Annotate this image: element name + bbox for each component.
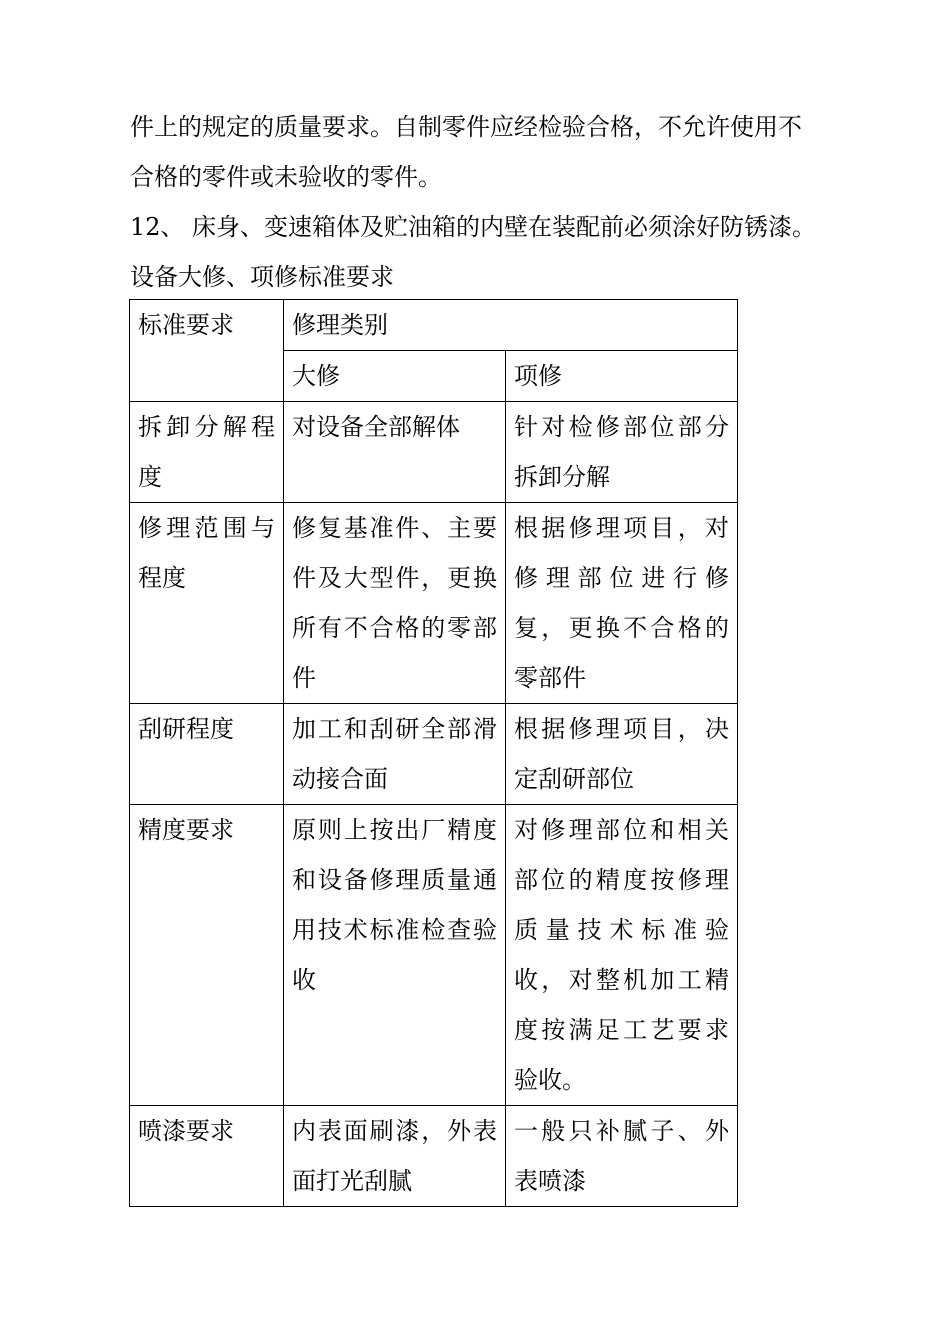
cell-major-text: 内表面刷漆，外表面打光刮腻	[292, 1117, 497, 1195]
item-number: 12、	[130, 213, 185, 241]
cell-standard: 拆卸分解程度	[130, 402, 284, 503]
cell-major: 加工和刮研全部滑动接合面	[284, 704, 506, 805]
table-row	[130, 503, 738, 704]
table-row	[130, 704, 738, 805]
table-row	[130, 402, 738, 503]
header-standard: 标准要求	[130, 300, 284, 402]
cell-major: 修复基准件、主要件及大型件，更换所有不合格的零部件	[284, 503, 506, 704]
header-repair-category: 修理类别	[284, 300, 738, 351]
cell-item: 对修理部位和相关部位的精度按修理质量技术标准验收，对整机加工精度按满足工艺要求验收。	[506, 805, 738, 1106]
cell-major: 对设备全部解体	[284, 402, 506, 503]
header-major-repair: 大修	[284, 351, 506, 402]
body-text-line: 件上的规定的质量要求。自制零件应经检验合格，不允许使用不	[130, 113, 802, 141]
cell-item: 一般只补腻子、外表喷漆	[506, 1106, 738, 1207]
table-title: 设备大修、项修标准要求	[130, 263, 394, 291]
header-item-repair: 项修	[506, 351, 738, 402]
table-row	[130, 1106, 738, 1207]
item-text: 床身、变速箱体及贮油箱的内壁在装配前必须涂好防锈漆。	[192, 213, 816, 241]
cell-item: 根据修理项目，决定刮研部位	[506, 704, 738, 805]
cell-major	[284, 1106, 506, 1207]
cell-major: 原则上按出厂精度和设备修理质量通用技术标准检查验收	[284, 805, 506, 1106]
cell-standard: 精度要求	[130, 805, 284, 1106]
table-header-row	[130, 300, 738, 351]
cell-item: 根据修理项目，对修理部位进行修复，更换不合格的零部件	[506, 503, 738, 704]
cell-standard: 喷漆要求	[130, 1106, 284, 1207]
repair-standards-table	[129, 299, 738, 1207]
body-text-line: 合格的零件或未验收的零件。	[130, 163, 442, 191]
table-row	[130, 805, 738, 1106]
cell-standard: 修理范围与程度	[130, 503, 284, 704]
cell-standard: 刮研程度	[130, 704, 284, 805]
cell-item: 针对检修部位部分拆卸分解	[506, 402, 738, 503]
list-item-12	[130, 202, 816, 252]
